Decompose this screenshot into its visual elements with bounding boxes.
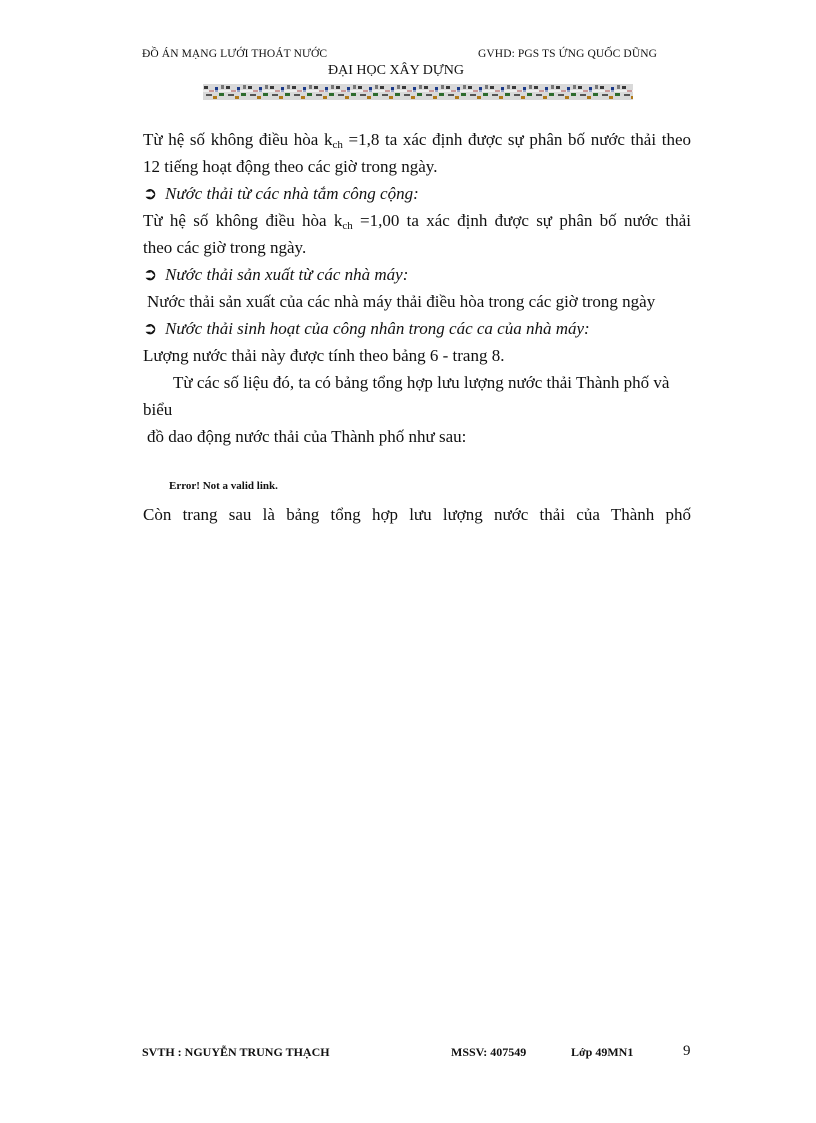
paragraph-kch-1-00 bbox=[143, 207, 691, 234]
header-left-title: ĐỒ ÁN MẠNG LƯỚI THOÁT NƯỚC bbox=[142, 48, 328, 60]
subscript-ch: ch bbox=[342, 220, 353, 232]
header-university: ĐẠI HỌC XÂY DỰNG bbox=[328, 63, 464, 78]
footer-student-id: MSSV: 407549 bbox=[451, 1045, 527, 1059]
arrow-bullet-icon: ➲ bbox=[143, 265, 158, 284]
heading-text: Nước thải sinh hoạt của công nhân trong các ca của nhà máy: bbox=[165, 319, 590, 338]
subscript-ch: ch bbox=[332, 139, 343, 151]
paragraph-factory-uniform: Nước thải sản xuất của các nhà máy thải điều hòa trong các giờ trong ngày bbox=[147, 292, 656, 311]
paragraph-next-page: Còn trang sau là bảng tổng hợp lưu lượng nước thải của Thành phố bbox=[143, 505, 691, 524]
arrow-bullet-icon: ➲ bbox=[143, 184, 158, 203]
paragraph-text: =1,00 ta xác định được sự phân bố nước thải bbox=[352, 211, 691, 230]
heading-text: Nước thải sản xuất từ các nhà máy: bbox=[165, 265, 409, 284]
paragraph-summary-line-1: Từ các số liệu đó, ta có bảng tổng hợp lưu lượng nước thải Thành phố và bbox=[173, 373, 670, 392]
heading-text: Nước thải từ các nhà tắm công cộng: bbox=[165, 184, 419, 203]
header-advisor: GVHD: PGS TS ỨNG QUỐC DŨNG bbox=[478, 48, 658, 60]
arrow-bullet-icon: ➲ bbox=[143, 319, 158, 338]
decorative-banner-icon bbox=[203, 84, 633, 100]
paragraph-text: =1,8 ta xác định được sự phân bố nước thải theo bbox=[342, 130, 691, 149]
footer-student-name: SVTH : NGUYỄN TRUNG THẠCH bbox=[142, 1045, 330, 1059]
paragraph-kch-1-8 bbox=[143, 126, 691, 153]
paragraph-summary-line-2: biểu bbox=[143, 400, 173, 419]
heading-public-baths bbox=[143, 180, 419, 207]
page-number: 9 bbox=[683, 1043, 691, 1059]
heading-industrial-wastewater bbox=[143, 261, 408, 288]
paragraph-line: theo các giờ trong ngày. bbox=[143, 238, 307, 257]
paragraph-text: Từ hệ số không điều hòa k bbox=[143, 130, 333, 149]
paragraph-line: 12 tiếng hoạt động theo các giờ trong ngày. bbox=[143, 157, 438, 176]
paragraph-text: Từ hệ số không điều hòa k bbox=[143, 211, 343, 230]
paragraph-table-reference: Lượng nước thải này được tính theo bảng 6 - trang 8. bbox=[143, 346, 505, 365]
error-link-placeholder: Error! Not a valid link. bbox=[169, 480, 278, 492]
paragraph-summary-line-3: đồ dao động nước thải của Thành phố như sau: bbox=[147, 427, 467, 446]
heading-worker-domestic-wastewater bbox=[143, 315, 590, 342]
footer-class: Lớp 49MN1 bbox=[571, 1045, 634, 1059]
